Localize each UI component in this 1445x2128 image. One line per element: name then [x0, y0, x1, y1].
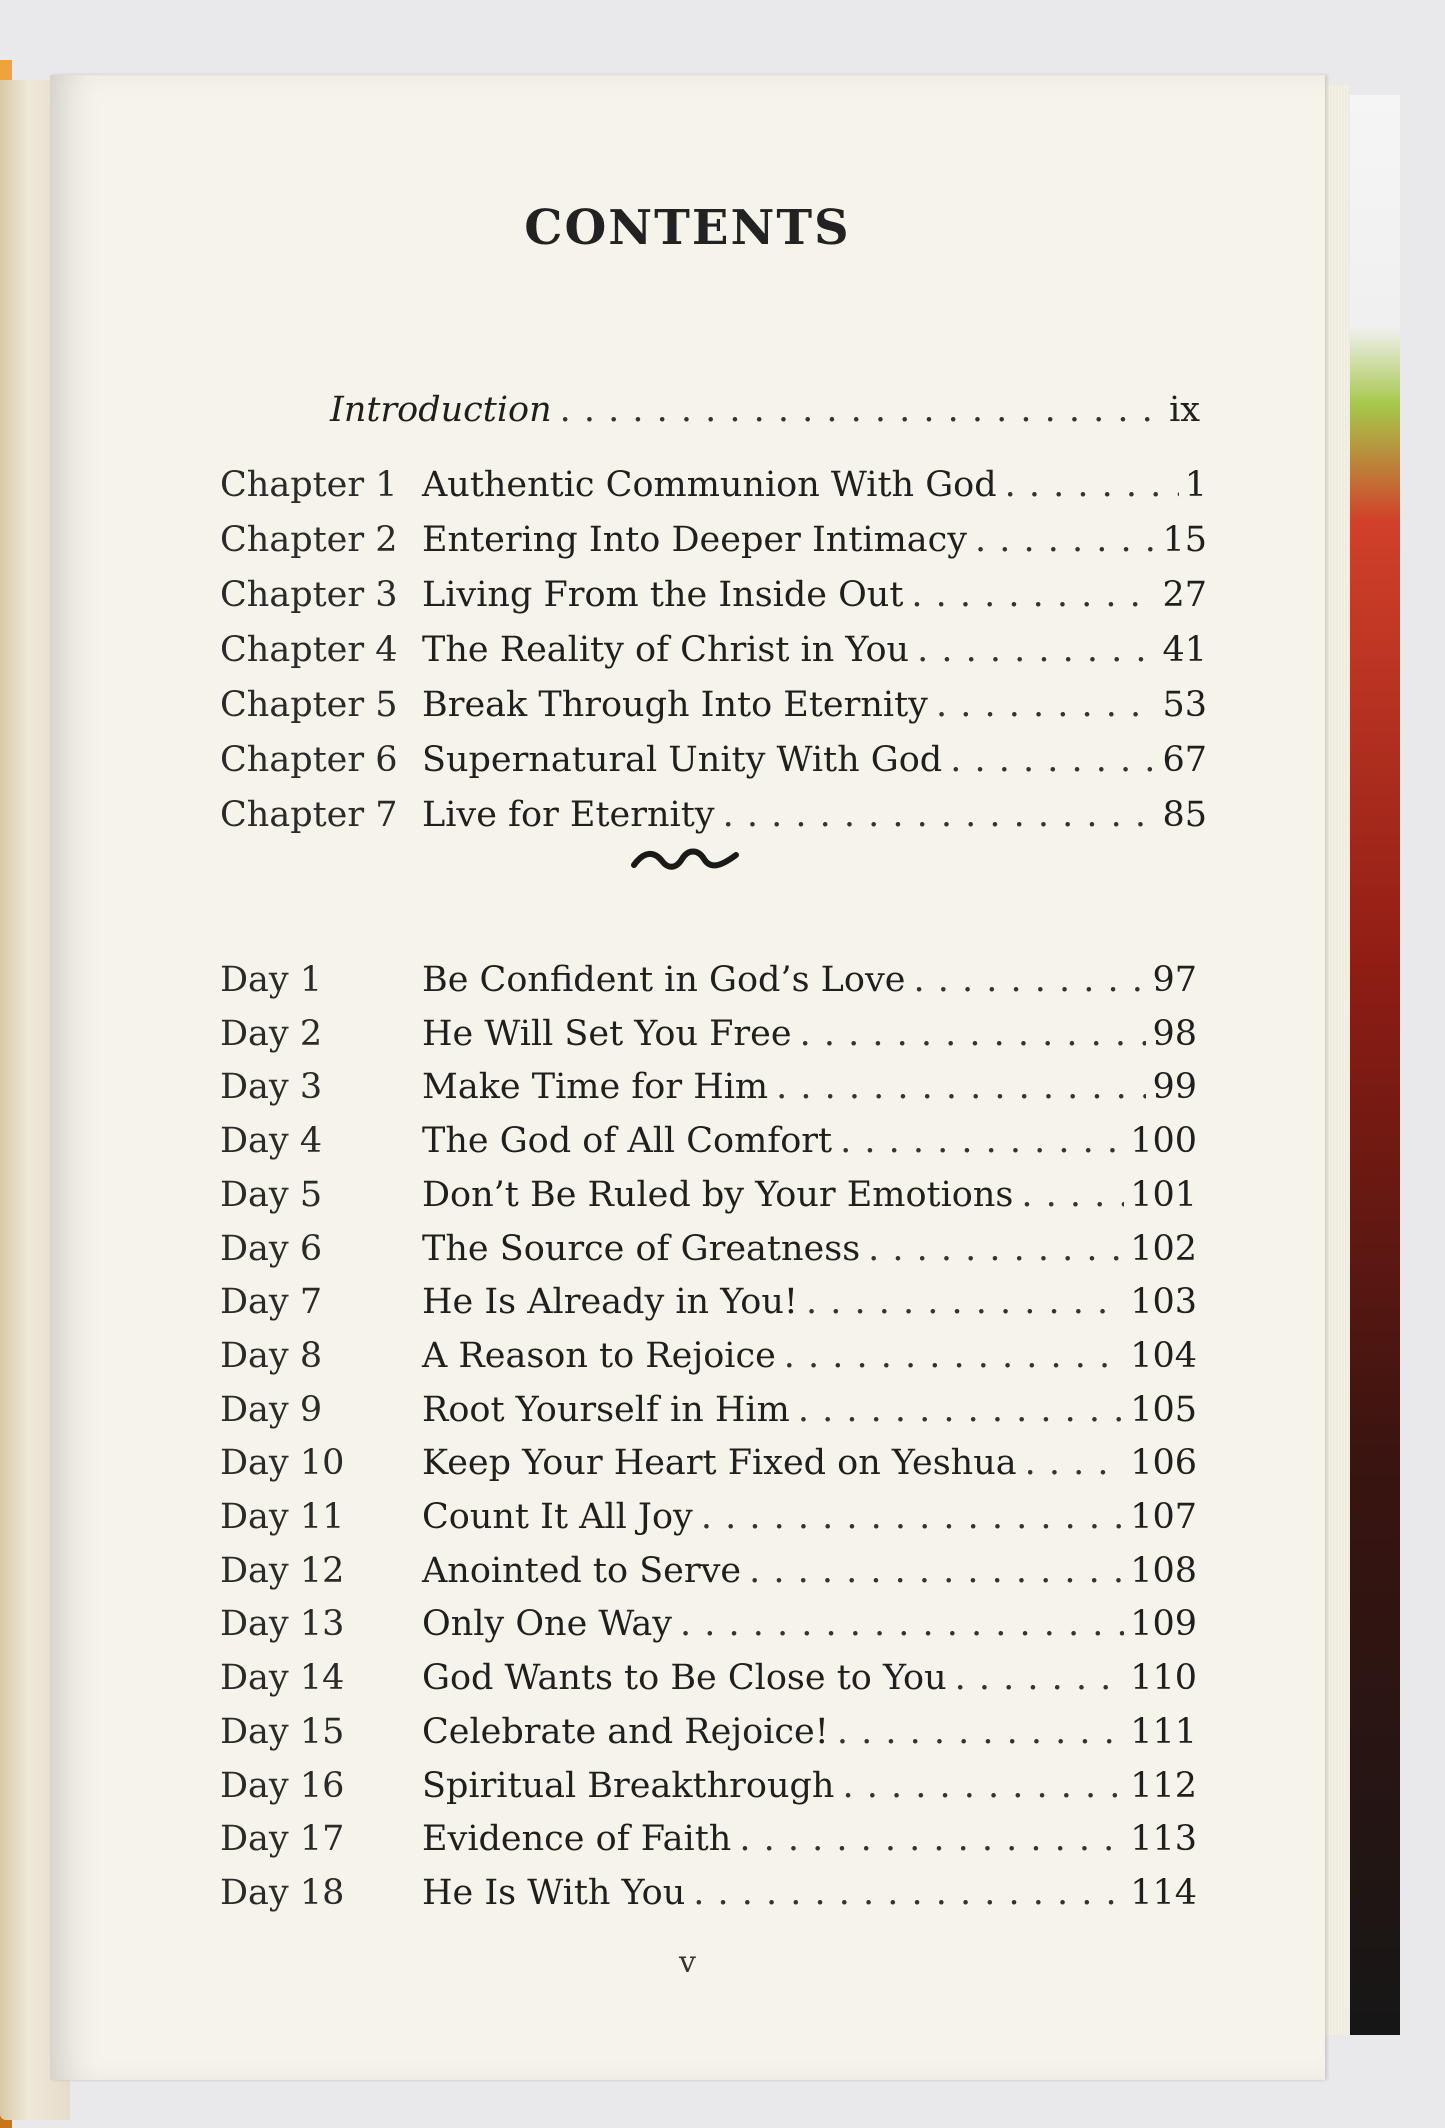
day-label: Day 8 — [220, 1335, 323, 1376]
chapter-entry — [50, 790, 1325, 840]
toc-entry-title: Only One Way — [422, 1604, 672, 1645]
chapter-entry — [50, 460, 1325, 510]
toc-page-number: 110 — [1130, 1658, 1197, 1699]
toc-entry-title: Don’t Be Ruled by Your Emotions — [422, 1174, 1014, 1215]
toc-page-number: 103 — [1130, 1282, 1197, 1323]
contents-page — [50, 75, 1325, 2080]
toc-page-number: 1 — [1184, 465, 1207, 505]
page-number-folio: v — [679, 1945, 696, 1980]
dot-leader — [842, 1761, 1124, 1811]
chapter-entry — [50, 515, 1325, 565]
dot-leader — [776, 1062, 1146, 1112]
day-entry — [50, 955, 1325, 1005]
toc-entry-text — [330, 385, 1200, 435]
day-entry — [50, 1170, 1325, 1220]
toc-entry-text — [422, 1331, 1197, 1381]
toc-entry-text — [422, 515, 1207, 565]
toc-entry-title: The God of All Comfort — [422, 1121, 833, 1162]
toc-entry-text — [422, 680, 1207, 730]
day-label: Day 13 — [220, 1604, 345, 1645]
toc-page-number: 27 — [1162, 575, 1207, 615]
toc-entry-text — [422, 1116, 1197, 1166]
day-label: Day 9 — [220, 1389, 323, 1430]
dot-leader — [806, 1277, 1124, 1327]
dot-leader — [975, 515, 1156, 565]
toc-entry-text — [422, 1814, 1197, 1864]
toc-entry-title: God Wants to Be Close to You — [422, 1658, 947, 1699]
toc-entry-title: Introduction — [330, 390, 552, 430]
toc-entry-title: Living From the Inside Out — [422, 575, 904, 615]
dot-leader — [784, 1331, 1124, 1381]
toc-entry-title: Authentic Communion With God — [422, 465, 997, 505]
day-label: Day 2 — [220, 1013, 323, 1054]
day-entry — [50, 1492, 1325, 1542]
toc-entry-title: Live for Eternity — [422, 795, 715, 835]
chapter-entry — [50, 735, 1325, 785]
dot-leader — [936, 680, 1157, 730]
chapter-label: Chapter 1 — [220, 465, 398, 505]
toc-page-number: 53 — [1162, 685, 1207, 725]
day-entry — [50, 1761, 1325, 1811]
toc-entry-title: Count It All Joy — [422, 1497, 693, 1537]
page-title: CONTENTS — [524, 200, 851, 256]
toc-page-number: 107 — [1130, 1497, 1197, 1537]
toc-entry-text — [422, 735, 1207, 785]
toc-page-number: 85 — [1162, 795, 1207, 835]
toc-page-number: 102 — [1130, 1228, 1197, 1269]
toc-entry-title: Be Confident in God’s Love — [422, 960, 906, 1000]
toc-entry-text — [422, 1438, 1197, 1488]
day-entry — [50, 1385, 1325, 1435]
dot-leader — [950, 735, 1156, 785]
dot-leader — [955, 1653, 1125, 1703]
day-label: Day 11 — [220, 1497, 345, 1537]
dot-leader — [868, 1224, 1124, 1274]
toc-entry-text — [422, 1761, 1197, 1811]
toc-page-number: 105 — [1130, 1389, 1197, 1430]
day-label: Day 4 — [220, 1121, 323, 1162]
toc-page-number: 98 — [1152, 1013, 1197, 1054]
dot-leader — [798, 1385, 1124, 1435]
day-entry — [50, 1653, 1325, 1703]
day-label: Day 18 — [220, 1872, 345, 1913]
dot-leader — [701, 1492, 1124, 1542]
day-label: Day 10 — [220, 1443, 345, 1484]
chapter-label: Chapter 7 — [220, 795, 398, 835]
dot-leader — [723, 790, 1157, 840]
toc-entry-title: Root Yourself in Him — [422, 1389, 790, 1430]
chapter-label: Chapter 4 — [220, 630, 398, 670]
chapter-label: Chapter 5 — [220, 685, 398, 725]
toc-entry-introduction — [50, 385, 1325, 435]
day-label: Day 3 — [220, 1067, 323, 1108]
dot-leader — [560, 385, 1163, 435]
toc-entry-title: Celebrate and Rejoice! — [422, 1711, 829, 1752]
toc-page-number: 106 — [1130, 1443, 1197, 1484]
toc-entry-text — [422, 1492, 1197, 1542]
toc-entry-text — [422, 1707, 1197, 1757]
chapter-label: Chapter 2 — [220, 520, 398, 560]
toc-page-number: 111 — [1130, 1711, 1197, 1752]
toc-page-number: 15 — [1162, 520, 1207, 560]
toc-entry-title: He Is With You — [422, 1872, 686, 1913]
toc-page-number: 113 — [1130, 1819, 1197, 1860]
toc-page-number: 112 — [1130, 1765, 1197, 1806]
toc-entry-title: He Will Set You Free — [422, 1013, 792, 1054]
dot-leader — [911, 570, 1156, 620]
toc-entry-title: Break Through Into Eternity — [422, 685, 928, 725]
toc-entry-title: A Reason to Rejoice — [422, 1335, 776, 1376]
toc-entry-text — [422, 1062, 1197, 1112]
toc-entry-text — [422, 1277, 1197, 1327]
day-label: Day 5 — [220, 1174, 323, 1215]
day-label: Day 16 — [220, 1765, 345, 1806]
day-entry — [50, 1277, 1325, 1327]
day-label: Day 7 — [220, 1282, 323, 1323]
chapter-entry — [50, 680, 1325, 730]
toc-entry-text — [422, 790, 1207, 840]
dot-leader — [749, 1546, 1124, 1596]
day-entry — [50, 1224, 1325, 1274]
dot-leader — [913, 955, 1146, 1005]
toc-entry-text — [422, 1170, 1197, 1220]
day-label: Day 12 — [220, 1550, 345, 1591]
day-label: Day 17 — [220, 1819, 345, 1860]
toc-entry-text — [422, 1385, 1197, 1435]
toc-page-number: 114 — [1130, 1872, 1197, 1913]
dot-leader — [840, 1116, 1124, 1166]
wave-ornament-icon — [630, 845, 740, 875]
toc-entry-text — [422, 955, 1197, 1005]
toc-entry-title: He Is Already in You! — [422, 1282, 798, 1323]
toc-page-number: 101 — [1130, 1174, 1197, 1215]
dot-leader — [739, 1814, 1124, 1864]
toc-entry-text — [422, 460, 1207, 510]
toc-entry-text — [422, 1599, 1197, 1649]
dot-leader — [837, 1707, 1124, 1757]
chapter-entry — [50, 625, 1325, 675]
chapter-label: Chapter 6 — [220, 740, 398, 780]
day-label: Day 6 — [220, 1228, 323, 1269]
toc-entry-text — [422, 1224, 1197, 1274]
toc-page-number: 41 — [1162, 630, 1207, 670]
toc-entry-text — [422, 570, 1207, 620]
toc-entry-text — [422, 625, 1207, 675]
dot-leader — [1005, 460, 1179, 510]
dot-leader — [680, 1599, 1124, 1649]
day-entry — [50, 1062, 1325, 1112]
day-label: Day 14 — [220, 1658, 345, 1699]
day-entry — [50, 1009, 1325, 1059]
toc-page-number: ix — [1169, 390, 1200, 430]
toc-entry-title: The Reality of Christ in You — [422, 630, 910, 670]
day-entry — [50, 1546, 1325, 1596]
toc-page-number: 108 — [1130, 1550, 1197, 1591]
day-entry — [50, 1599, 1325, 1649]
chapter-entry — [50, 570, 1325, 620]
dot-leader — [917, 625, 1156, 675]
day-entry — [50, 1116, 1325, 1166]
toc-entry-title: Spiritual Breakthrough — [422, 1765, 835, 1806]
toc-entry-title: Keep Your Heart Fixed on Yeshua — [422, 1443, 1017, 1484]
chapter-label: Chapter 3 — [220, 575, 398, 615]
toc-page-number: 100 — [1130, 1121, 1197, 1162]
day-entry — [50, 1707, 1325, 1757]
day-entry — [50, 1331, 1325, 1381]
dot-leader — [693, 1868, 1124, 1918]
day-label: Day 15 — [220, 1711, 345, 1752]
toc-entry-text — [422, 1653, 1197, 1703]
toc-entry-title: Make Time for Him — [422, 1067, 769, 1108]
dot-leader — [1021, 1170, 1124, 1220]
dot-leader — [800, 1009, 1147, 1059]
toc-entry-title: Supernatural Unity With God — [422, 740, 943, 780]
toc-page-number: 109 — [1130, 1604, 1197, 1645]
toc-entry-text — [422, 1546, 1197, 1596]
day-entry — [50, 1438, 1325, 1488]
day-label: Day 1 — [220, 960, 323, 1000]
toc-entry-title: Entering Into Deeper Intimacy — [422, 520, 968, 560]
day-entry — [50, 1868, 1325, 1918]
toc-entry-text — [422, 1868, 1197, 1918]
toc-entry-title: The Source of Greatness — [422, 1228, 861, 1269]
toc-page-number: 67 — [1162, 740, 1207, 780]
toc-entry-title: Evidence of Faith — [422, 1819, 732, 1860]
day-entry — [50, 1814, 1325, 1864]
toc-entry-text — [422, 1009, 1197, 1059]
toc-page-number: 97 — [1152, 960, 1197, 1000]
toc-entry-title: Anointed to Serve — [422, 1550, 742, 1591]
toc-page-number: 99 — [1152, 1067, 1197, 1108]
toc-page-number: 104 — [1130, 1335, 1197, 1376]
dot-leader — [1025, 1438, 1125, 1488]
